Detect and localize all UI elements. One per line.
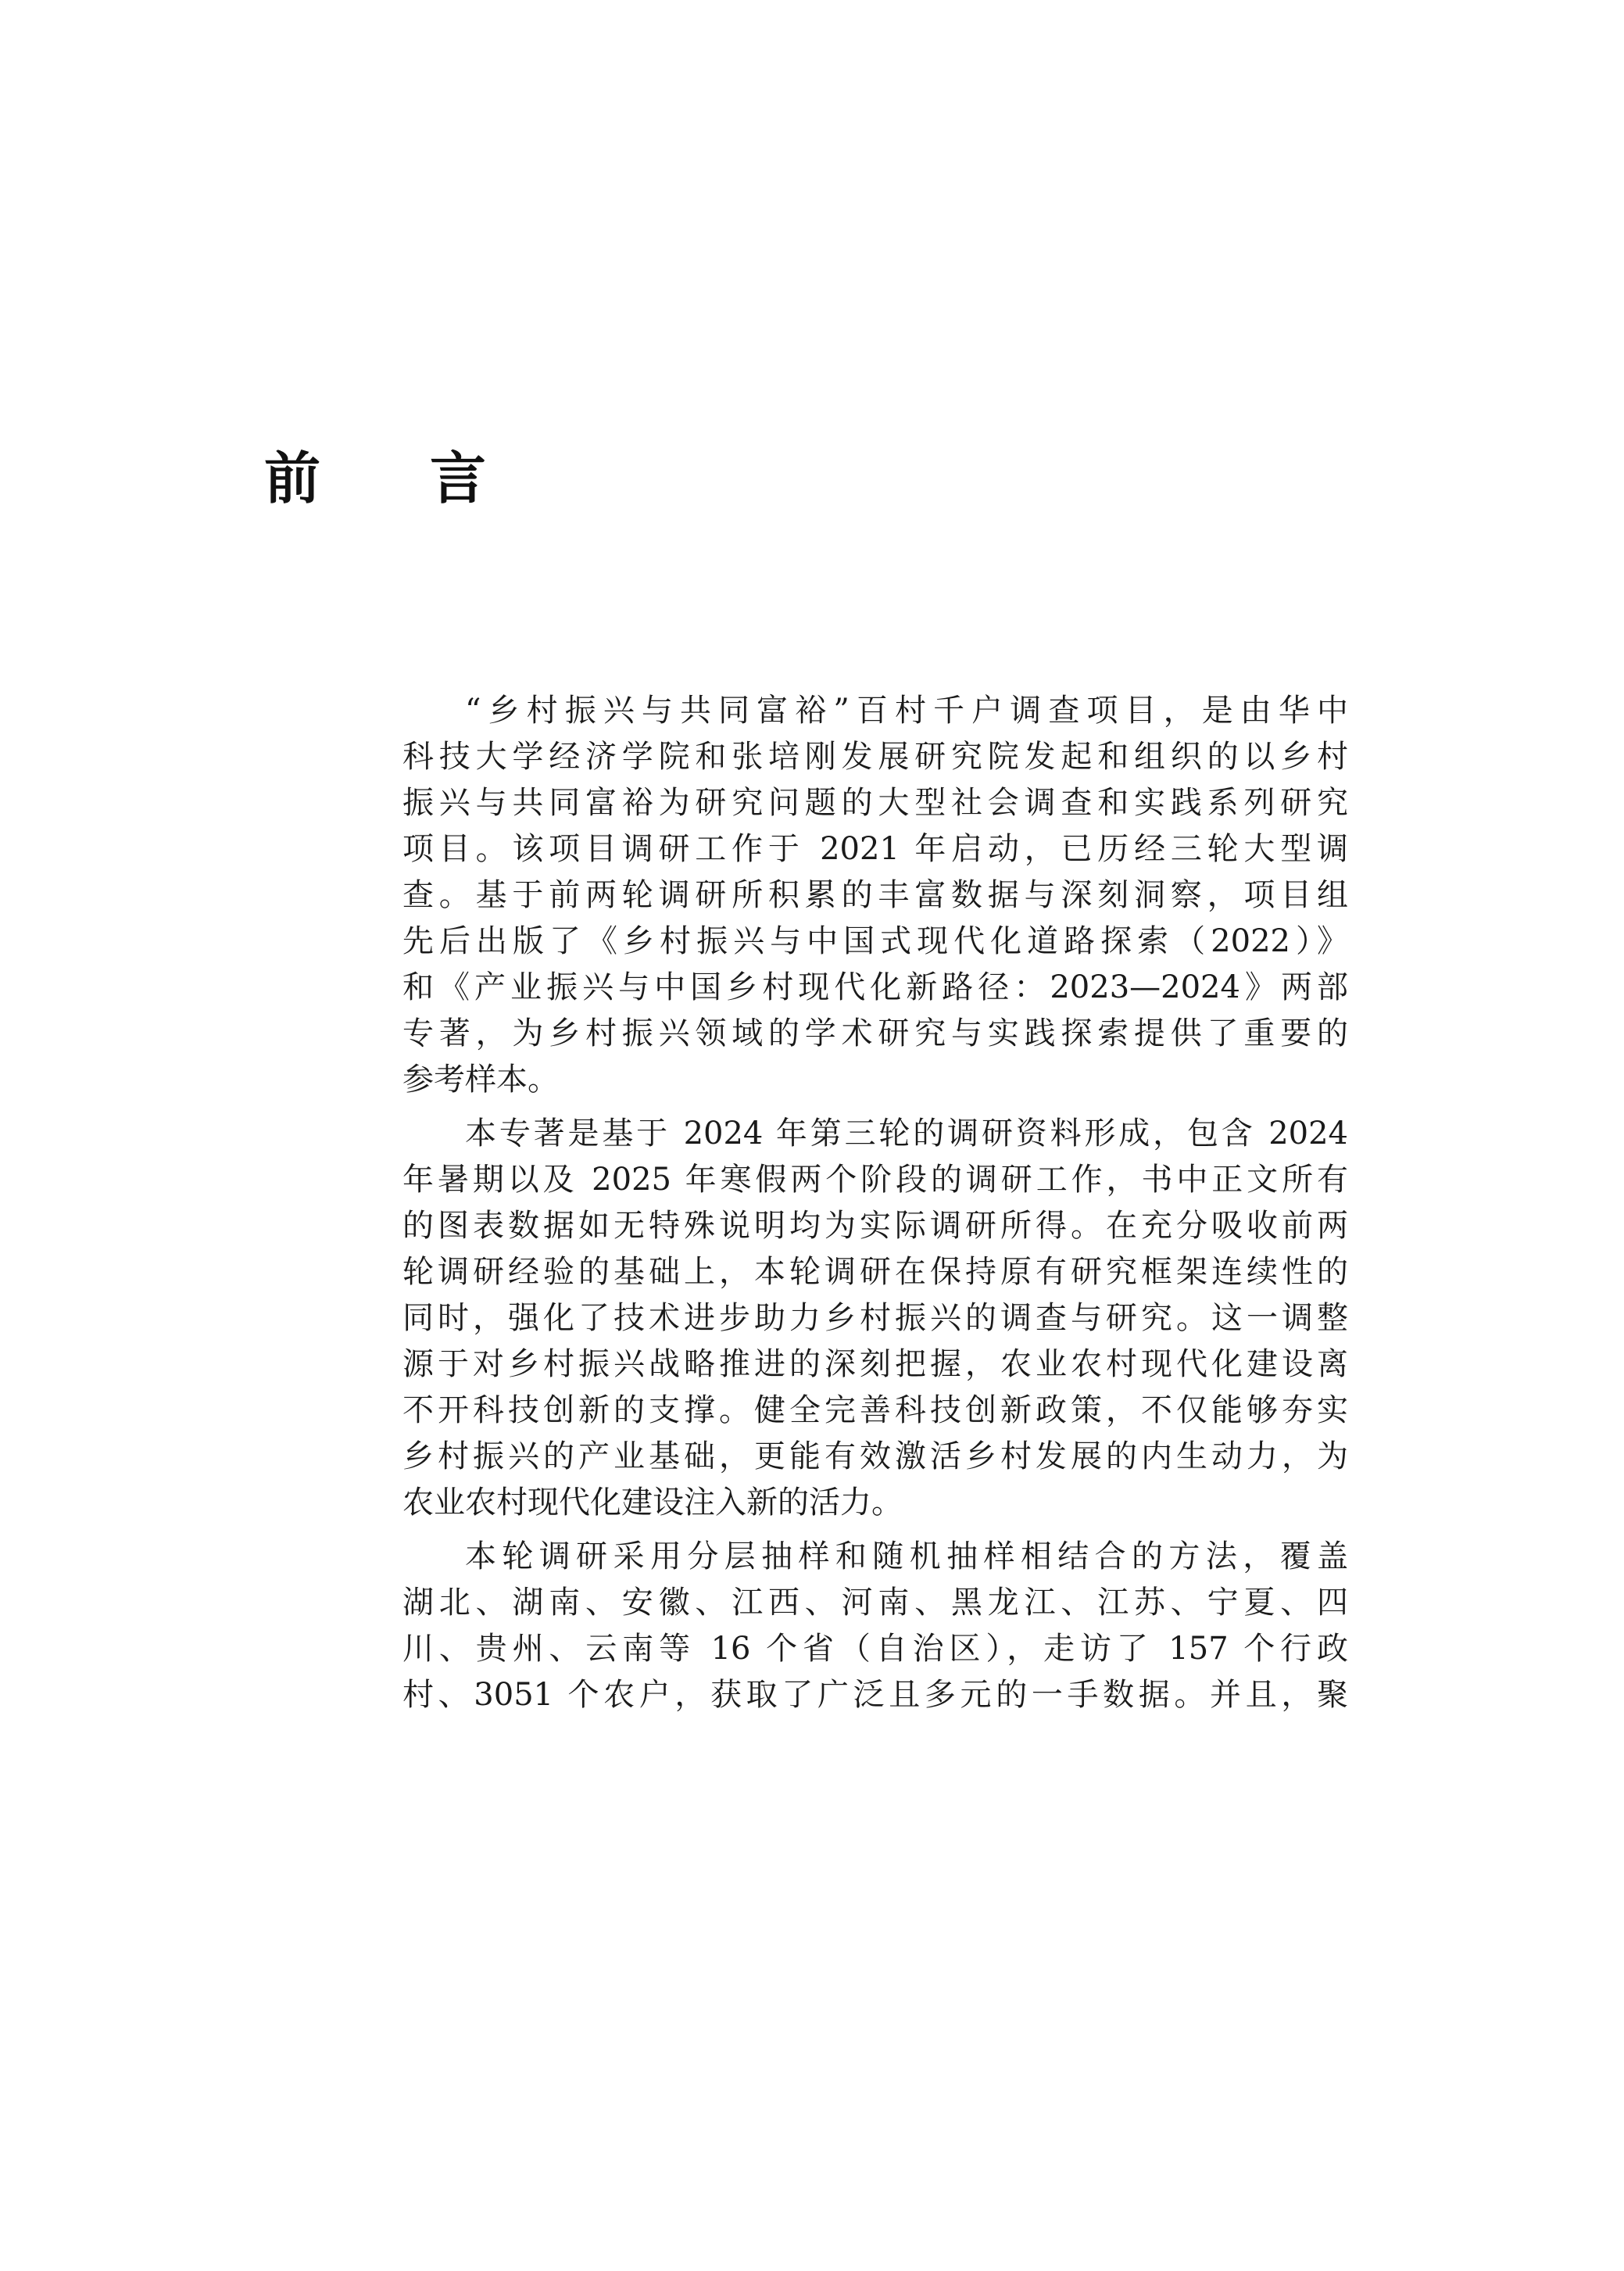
text-line: 轮调研经验的基础上，本轮调研在保持原有研究框架连续性的 bbox=[402, 1254, 1348, 1290]
paragraph-3 bbox=[402, 1534, 1348, 1718]
text-line: 科技大学经济学院和张培刚发展研究院发起和组织的以乡村 bbox=[402, 739, 1348, 775]
text-line: “乡村振兴与共同富裕”百村千户调查项目，是由华中 bbox=[465, 693, 1348, 729]
text-line: 年暑期以及 2025 年寒假两个阶段的调研工作，书中正文所有 bbox=[402, 1162, 1348, 1198]
title-char-1: 前 bbox=[264, 445, 321, 511]
paragraph-1 bbox=[402, 688, 1348, 1103]
text-line: 本专著是基于 2024 年第三轮的调研资料形成，包含 2024 bbox=[465, 1116, 1348, 1152]
text-line: 和《产业振兴与中国乡村现代化新路径：2023—2024》两部 bbox=[402, 969, 1348, 1005]
paragraph-2 bbox=[402, 1111, 1348, 1526]
body-text bbox=[402, 688, 1348, 1726]
text-line: 本轮调研采用分层抽样和随机抽样相结合的方法，覆盖 bbox=[465, 1538, 1348, 1574]
text-line: 项目。该项目调研工作于 2021 年启动，已历经三轮大型调 bbox=[402, 831, 1348, 867]
text-line: 湖北、湖南、安徽、江西、河南、黑龙江、江苏、宁夏、四 bbox=[402, 1585, 1348, 1621]
page-title bbox=[264, 441, 486, 516]
text-line: 参考样本。 bbox=[402, 1062, 559, 1098]
text-line: 查。基于前两轮调研所积累的丰富数据与深刻洞察，项目组 bbox=[402, 877, 1348, 913]
text-line: 专著，为乡村振兴领域的学术研究与实践探索提供了重要的 bbox=[402, 1016, 1348, 1051]
text-line: 先后出版了《乡村振兴与中国式现代化道路探索（2022）》 bbox=[402, 923, 1348, 959]
text-line: 乡村振兴的产业基础，更能有效激活乡村发展的内生动力，为 bbox=[402, 1438, 1348, 1474]
text-line: 村、3051 个农户，获取了广泛且多元的一手数据。并且，聚 bbox=[402, 1677, 1348, 1713]
text-line: 不开科技创新的支撑。健全完善科技创新政策，不仅能够夯实 bbox=[402, 1392, 1348, 1428]
text-line: 源于对乡村振兴战略推进的深刻把握，农业农村现代化建设离 bbox=[402, 1346, 1348, 1382]
text-line: 的图表数据如无特殊说明均为实际调研所得。在充分吸收前两 bbox=[402, 1208, 1348, 1244]
title-char-2: 言 bbox=[430, 445, 487, 511]
text-line: 农业农村现代化建设注入新的活力。 bbox=[402, 1485, 903, 1521]
text-line: 振兴与共同富裕为研究问题的大型社会调查和实践系列研究 bbox=[402, 785, 1348, 821]
text-line: 川、贵州、云南等 16 个省（自治区），走访了 157 个行政 bbox=[402, 1631, 1348, 1667]
text-line: 同时，强化了技术进步助力乡村振兴的调查与研究。这一调整 bbox=[402, 1300, 1348, 1336]
